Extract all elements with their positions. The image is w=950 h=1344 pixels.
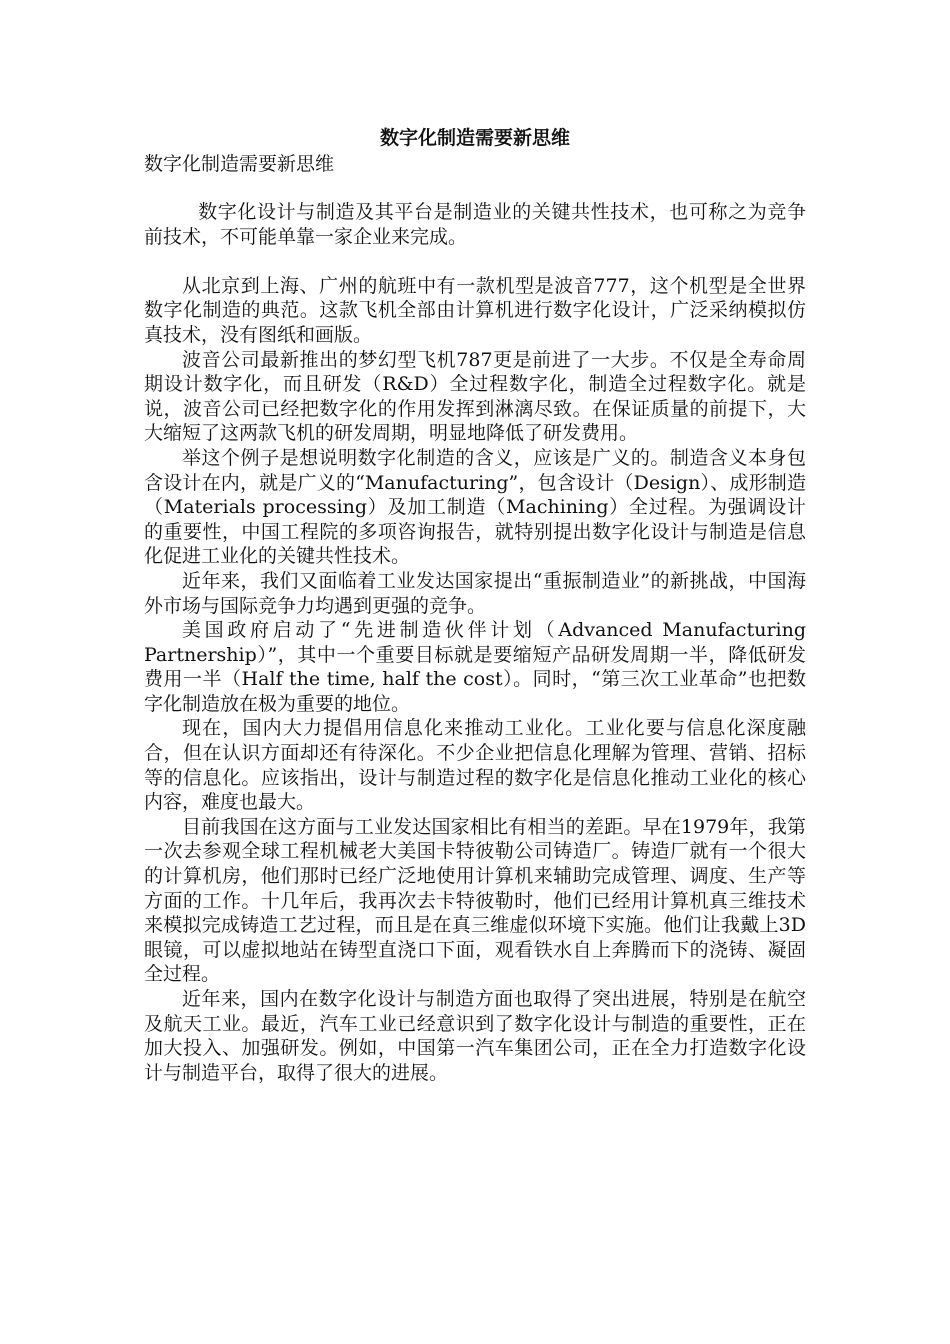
body-paragraph: 现在，国内大力提倡用信息化来推动工业化。工业化要与信息化深度融合，但在认识方面却还有待深化。不少企业把信息化理解为管理、营销、招标等的信息化。应该指出，设计与制造过程的数字化是信息化推动工业化的核心内容，难度也最大。	[144, 717, 806, 814]
intro-paragraph: 数字化设计与制造及其平台是制造业的关键共性技术，也可称之为竞争前技术，不可能单靠一家企业来完成。	[144, 201, 806, 248]
body-paragraph: 从北京到上海、广州的航班中有一款机型是波音777，这个机型是全世界数字化制造的典范。这款飞机全部由计算机进行数字化设计，广泛采纳模拟仿真技术，没有图纸和画版。	[144, 274, 806, 346]
document-subtitle: 数字化制造需要新思维	[144, 153, 335, 175]
body-paragraph: 近年来，我们又面临着工业发达国家提出“重振制造业”的新挑战，中国海外市场与国际竞争力均遇到更强的竞争。	[144, 569, 806, 617]
body-paragraph: 目前我国在这方面与工业发达国家相比有相当的差距。早在1979年，我第一次去参观全球工程机械老大美国卡特彼勒公司铸造厂。铸造厂就有一个很大的计算机房，他们那时已经广泛地使用计算机来辅助完成管理、调度、生产等方面的工作。十几年后，我再次去卡特彼勒时，他们已经用计算机真三维技术来模拟完成铸造工艺过程，而且是在真三维虚似环境下实施。他们让我戴上3D眼镜，可以虚拟地站在铸型直浇口下面，观看铁水自上奔腾而下的浇铸、凝固全过程。	[144, 815, 806, 986]
document-title: 数字化制造需要新思维	[379, 127, 570, 149]
paragraph-spacer	[144, 249, 806, 274]
body-paragraph: 美国政府启动了“先进制造伙伴计划（Advanced Manufacturing Partnership）”，其中一个重要目标就是要缩短产品研发周期一半，降低研发费用一半（Half the time, half the cost）。同时，“第三次工业革命”也把数字化制造放在极为重要的地位。	[144, 619, 806, 715]
body-paragraph: 波音公司最新推出的梦幻型飞机787更是前进了一大步。不仅是全寿命周期设计数字化，而且研发（R&D）全过程数字化，制造全过程数字化。就是说，波音公司已经把数字化的作用发挥到淋漓尽致。在保证质量的前提下，大大缩短了这两款飞机的研发周期，明显地降低了研发费用。	[144, 348, 806, 445]
body-paragraph: 举这个例子是想说明数字化制造的含义，应该是广义的。制造含义本身包含设计在内，就是广义的“Manufacturing”，包含设计（Design）、成形制造（Materials processing）及加工制造（Machining）全过程。为强调设计的重要性，中国工程院的多项咨询报告，就特别提出数字化设计与制造是信息化促进工业化的关键共性技术。	[144, 446, 806, 568]
document-body	[144, 200, 806, 1085]
body-paragraph: 近年来，国内在数字化设计与制造方面也取得了突出进展，特别是在航空及航天工业。最近，汽车工业已经意识到了数字化设计与制造的重要性，正在加大投入、加强研发。例如，中国第一汽车集团公司，正在全力打造数字化设计与制造平台，取得了很大的进展。	[144, 988, 806, 1084]
